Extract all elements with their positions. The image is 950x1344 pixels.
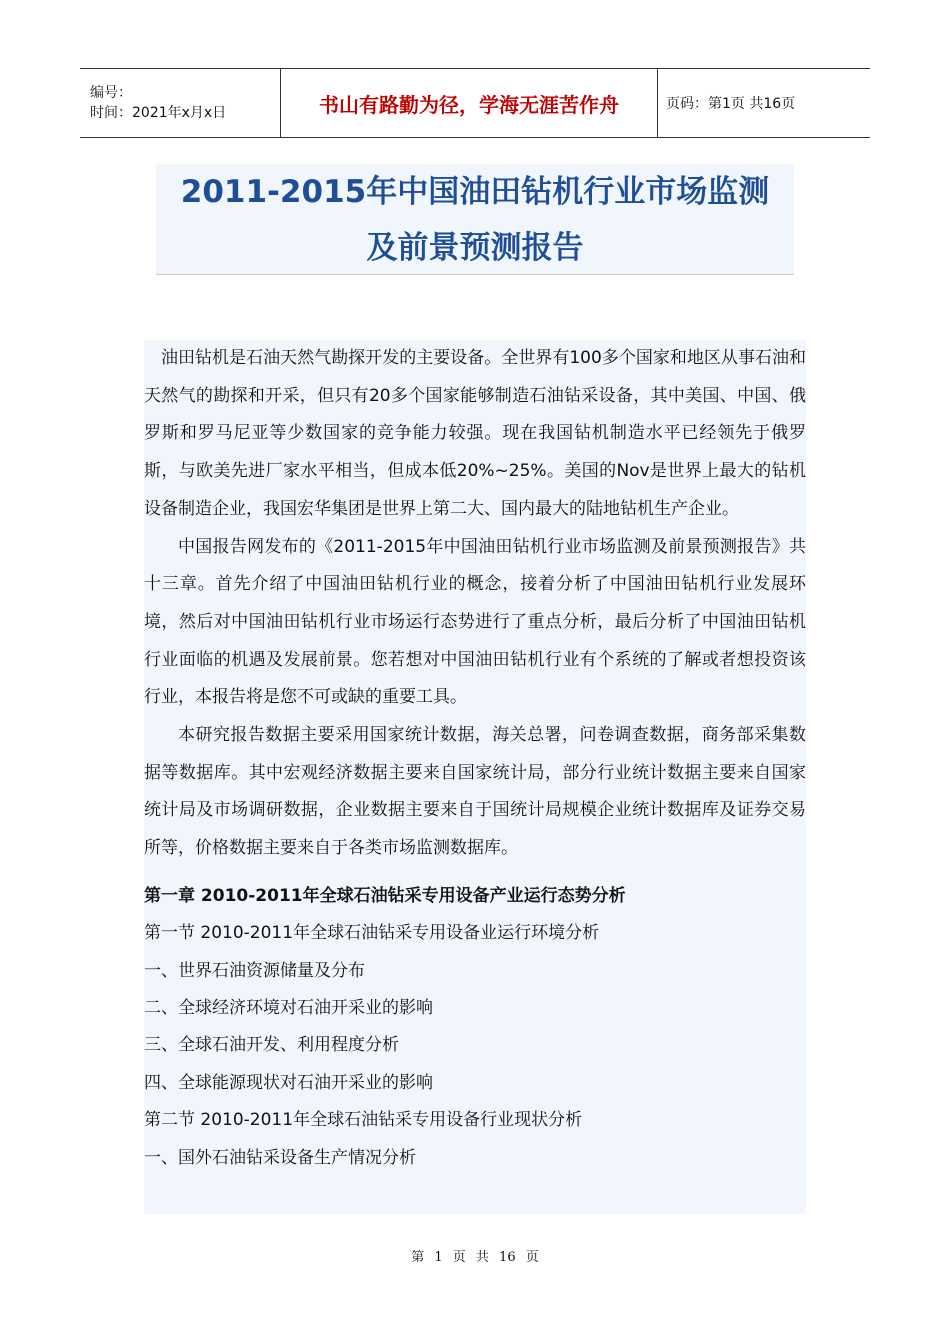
time-label: 时间：2021年x月x日 — [90, 105, 227, 121]
header-page-info — [658, 69, 870, 137]
page-info-text: 页码：第1页 共16页 — [666, 96, 796, 112]
toc-section-1: 第一节 2010-2011年全球石油钻采专用设备业运行环境分析 — [144, 923, 600, 944]
document-title — [156, 164, 794, 275]
toc-chapter-1: 第一章 2010-2011年全球石油钻采专用设备产业运行态势分析 — [144, 885, 626, 906]
title-line-1: 2011-2015年中国油田钻机行业市场监测 — [180, 174, 770, 210]
page-header — [80, 68, 870, 138]
header-motto — [280, 69, 658, 137]
toc-item: 三、全球石油开发、利用程度分析 — [144, 1035, 399, 1056]
toc-item: 二、全球经济环境对石油开采业的影响 — [144, 998, 433, 1019]
paragraph-intro: 油田钻机是石油天然气勘探开发的主要设备。全世界有100多个国家和地区从事石油和天然气的勘探和开采，但只有20多个国家能够制造石油钻采设备，其中美国、中国、俄罗斯和罗马尼亚等少数国家的竞争能力较强。现在我国钻机制造水平已经领先于俄罗斯，与欧美先进厂家水平相当，但成本低20%~25%。美国的Nov是世界上最大的钻机设备制造企业，我国宏华集团是世界上第二大、国内最大的陆地钻机生产企业。 — [144, 348, 806, 519]
title-line-2: 及前景预测报告 — [366, 230, 584, 266]
number-label: 编号： — [90, 85, 132, 101]
toc-item: 一、世界石油资源储量及分布 — [144, 960, 365, 981]
paragraph-report-summary: 中国报告网发布的《2011-2015年中国油田钻机行业市场监测及前景预测报告》共十三章。首先介绍了中国油田钻机行业的概念，接着分析了中国油田钻机行业发展环境，然后对中国油田钻机行业市场运行态势进行了重点分析，最后分析了中国油田钻机行业面临的机遇及发展前景。您若想对中国油田钻机行业有个系统的了解或者想投资该行业，本报告将是您不可或缺的重要工具。 — [144, 536, 806, 708]
toc-item: 一、国外石油钻采设备生产情况分析 — [144, 1147, 416, 1168]
toc-section-2: 第二节 2010-2011年全球石油钻采专用设备行业现状分析 — [144, 1110, 583, 1131]
paragraph-data-sources: 本研究报告数据主要采用国家统计数据，海关总署，问卷调查数据，商务部采集数据等数据库。其中宏观经济数据主要来自国家统计局，部分行业统计数据主要来自国家统计局及市场调研数据，企业数据主要来自于国统计局规模企业统计数据库及证券交易所等，价格数据主要来自于各类市场监测数据库。 — [144, 725, 806, 859]
document-body — [144, 340, 806, 1214]
motto-text: 书山有路勤为径，学海无涯苦作舟 — [319, 92, 619, 117]
header-meta — [80, 69, 280, 137]
table-of-contents — [144, 878, 806, 1177]
toc-item: 四、全球能源现状对石油开采业的影响 — [144, 1072, 433, 1093]
page-footer: 第 1 页 共 16 页 — [411, 1250, 539, 1265]
